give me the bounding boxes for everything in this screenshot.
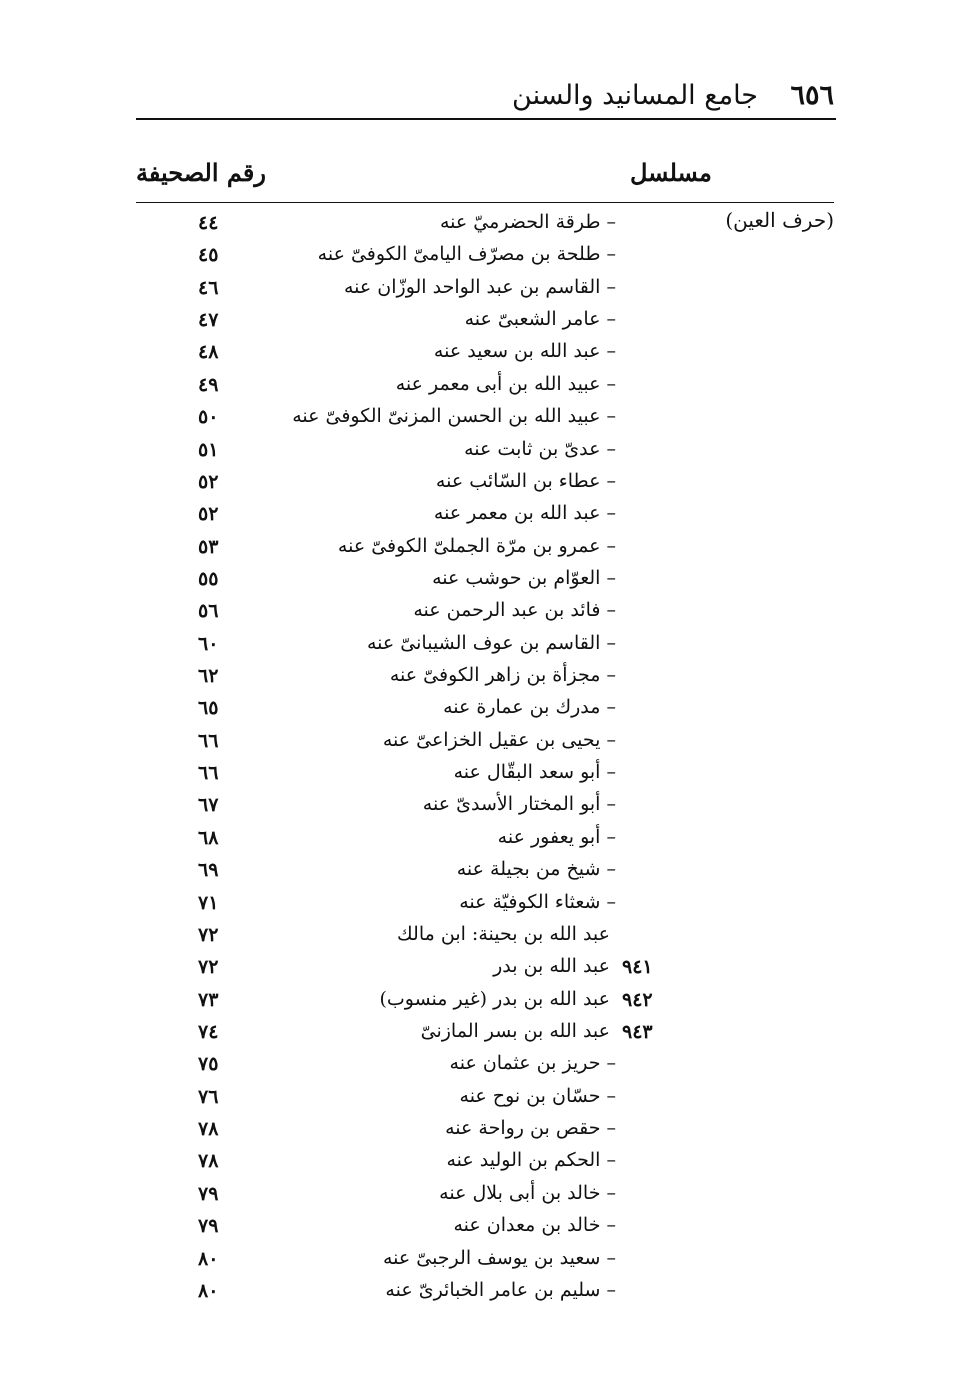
narrator-name: عبد الله بن بدر (493, 955, 610, 978)
page-reference: ٥٢ (198, 503, 219, 526)
page-column-header: رقم الصحيفة (136, 158, 266, 187)
page-reference: ٦٦ (198, 762, 219, 785)
index-entry (0, 1180, 976, 1212)
narrator-name: – أبو المختار الأسدىّ عنه (422, 793, 616, 816)
narrator-name: – شعثاء الكوفيّة عنه (459, 890, 616, 913)
page-reference: ٧٥ (198, 1053, 219, 1076)
index-entry (0, 1018, 976, 1050)
index-entry (0, 953, 976, 985)
index-entry (0, 436, 976, 468)
narrator-name: – طلحة بن مصرّف اليامىّ الكوفىّ عنه (317, 243, 616, 266)
page-reference: ٥٣ (198, 535, 219, 558)
narrator-name: – عبيد الله بن الحسن المزنىّ الكوفىّ عنه (292, 405, 616, 428)
page-reference: ٧٩ (198, 1215, 219, 1238)
page-reference: ٧٦ (198, 1085, 219, 1108)
narrator-name: – أبو يعفور عنه (497, 825, 616, 848)
page-reference: ٥٠ (198, 406, 219, 429)
page-reference: ٥٥ (198, 567, 219, 590)
narrator-name: – عبيد الله بن أبى معمر عنه (395, 372, 616, 395)
index-entry (0, 759, 976, 791)
index-entry (0, 889, 976, 921)
index-entry (0, 403, 976, 435)
page-reference: ٥٦ (198, 600, 219, 623)
narrator-name: – القاسم بن عبد الواحد الوزّان عنه (344, 275, 616, 298)
narrator-name: – عبد الله بن سعيد عنه (433, 340, 616, 363)
page-reference: ٧٢ (198, 923, 219, 946)
narrator-name: – سليم بن عامر الخبائرىّ عنه (385, 1278, 616, 1301)
index-entry (0, 1115, 976, 1147)
narrator-name: – مجزأة بن زاهر الكوفىّ عنه (389, 664, 616, 687)
index-entry (0, 791, 976, 823)
serial-column-header: مسلسل (630, 158, 712, 187)
index-entry (0, 986, 976, 1018)
narrator-name: – سعيد بن يوسف الرجبىّ عنه (382, 1246, 616, 1269)
index-entry (0, 662, 976, 694)
book-title: جامع المسانيد والسنن (512, 80, 758, 111)
index-entry (0, 1277, 976, 1309)
page-reference: ٧٨ (198, 1150, 219, 1173)
page-reference: ٧٩ (198, 1182, 219, 1205)
index-entry (0, 371, 976, 403)
index-entry (0, 1245, 976, 1277)
index-entry (0, 694, 976, 726)
page-reference: ٧١ (198, 891, 219, 914)
serial-number: ٩٤٢ (622, 988, 653, 1011)
index-entry (0, 1050, 976, 1082)
index-entry (0, 1083, 976, 1115)
narrator-name: – عمرو بن مرّة الجملىّ الكوفىّ عنه (337, 534, 616, 557)
page-reference: ٨٠ (198, 1247, 219, 1270)
index-entry (0, 921, 976, 953)
narrator-name: عبد الله بن بدر (غير منسوب) (379, 987, 610, 1010)
index-entry (0, 824, 976, 856)
page-reference: ٧٨ (198, 1118, 219, 1141)
page-reference: ٦٢ (198, 665, 219, 688)
narrator-name: – عطاء بن السّائب عنه (435, 469, 616, 492)
page-reference: ٨٠ (198, 1279, 219, 1302)
narrator-name: – خالد بن أبى بلال عنه (439, 1181, 616, 1204)
page-reference: ٥٢ (198, 470, 219, 493)
page-reference: ٤٥ (198, 244, 219, 267)
page-reference: ٦٦ (198, 729, 219, 752)
index-entry (0, 1212, 976, 1244)
index-entry (0, 500, 976, 532)
index-entry (0, 533, 976, 565)
page-reference: ٧٤ (198, 1020, 219, 1043)
page-reference: ٦٨ (198, 826, 219, 849)
narrator-name: – طرقة الحضرميّ عنه (439, 211, 616, 233)
index-entry (0, 306, 976, 338)
page-header (136, 76, 836, 120)
index-entry (0, 468, 976, 500)
index-entry (0, 727, 976, 759)
index-entry (0, 565, 976, 597)
narrator-name: عبد الله بن بحينة: ابن مالك (397, 922, 610, 945)
narrator-name: – العوّام بن حوشب عنه (432, 566, 616, 589)
narrator-name: عبد الله بن بسر المازنىّ (420, 1019, 610, 1042)
narrator-name: – القاسم بن عوف الشيبانىّ عنه (367, 631, 616, 654)
page-reference: ٦٥ (198, 697, 219, 720)
serial-number: ٩٤٣ (622, 1020, 653, 1043)
page-reference: ٤٩ (198, 373, 219, 396)
index-entry (0, 597, 976, 629)
section-label: (حرف العين) (725, 208, 834, 232)
narrator-name: – فائد بن عبد الرحمن عنه (413, 599, 616, 622)
header-rule (136, 202, 834, 203)
narrator-name: – حريز بن عثمان عنه (449, 1052, 616, 1075)
page-reference: ٦٩ (198, 859, 219, 882)
narrator-name: – عبد الله بن معمر عنه (433, 502, 616, 525)
index-entry (0, 1147, 976, 1179)
page-number: ٦٥٦ (790, 80, 834, 111)
narrator-name: – خالد بن معدان عنه (453, 1214, 616, 1237)
index-entry (0, 338, 976, 370)
page-reference: ٤٤ (198, 212, 219, 234)
narrator-name: – الحكم بن الوليد عنه (446, 1149, 616, 1172)
narrator-name: – يحيى بن عقيل الخزاعىّ عنه (382, 728, 616, 751)
page-reference: ٦٧ (198, 794, 219, 817)
narrator-name: – حقص بن رواحة عنه (445, 1117, 616, 1140)
index-entry (0, 241, 976, 273)
index-entries (0, 209, 976, 1309)
narrator-name: – شيخ من بجيلة عنه (456, 858, 616, 881)
page-reference: ٥١ (198, 438, 219, 461)
page-reference: ٦٠ (198, 632, 219, 655)
narrator-name: – عدىّ بن ثابت عنه (464, 437, 616, 460)
page-reference: ٤٨ (198, 341, 219, 364)
page-reference: ٤٦ (198, 276, 219, 299)
narrator-name: – عامر الشعبىّ عنه (464, 308, 616, 331)
narrator-name: – حسّان بن نوح عنه (459, 1084, 616, 1107)
narrator-name: – مدرك بن عمارة عنه (443, 696, 616, 719)
page-reference: ٧٢ (198, 956, 219, 979)
index-entry (0, 274, 976, 306)
page-reference: ٧٣ (198, 988, 219, 1011)
index-entry (0, 630, 976, 662)
serial-number: ٩٤١ (622, 956, 653, 979)
page-reference: ٤٧ (198, 309, 219, 332)
index-entry (0, 856, 976, 888)
index-entry (0, 209, 976, 241)
narrator-name: – أبو سعد البقّال عنه (453, 761, 616, 784)
